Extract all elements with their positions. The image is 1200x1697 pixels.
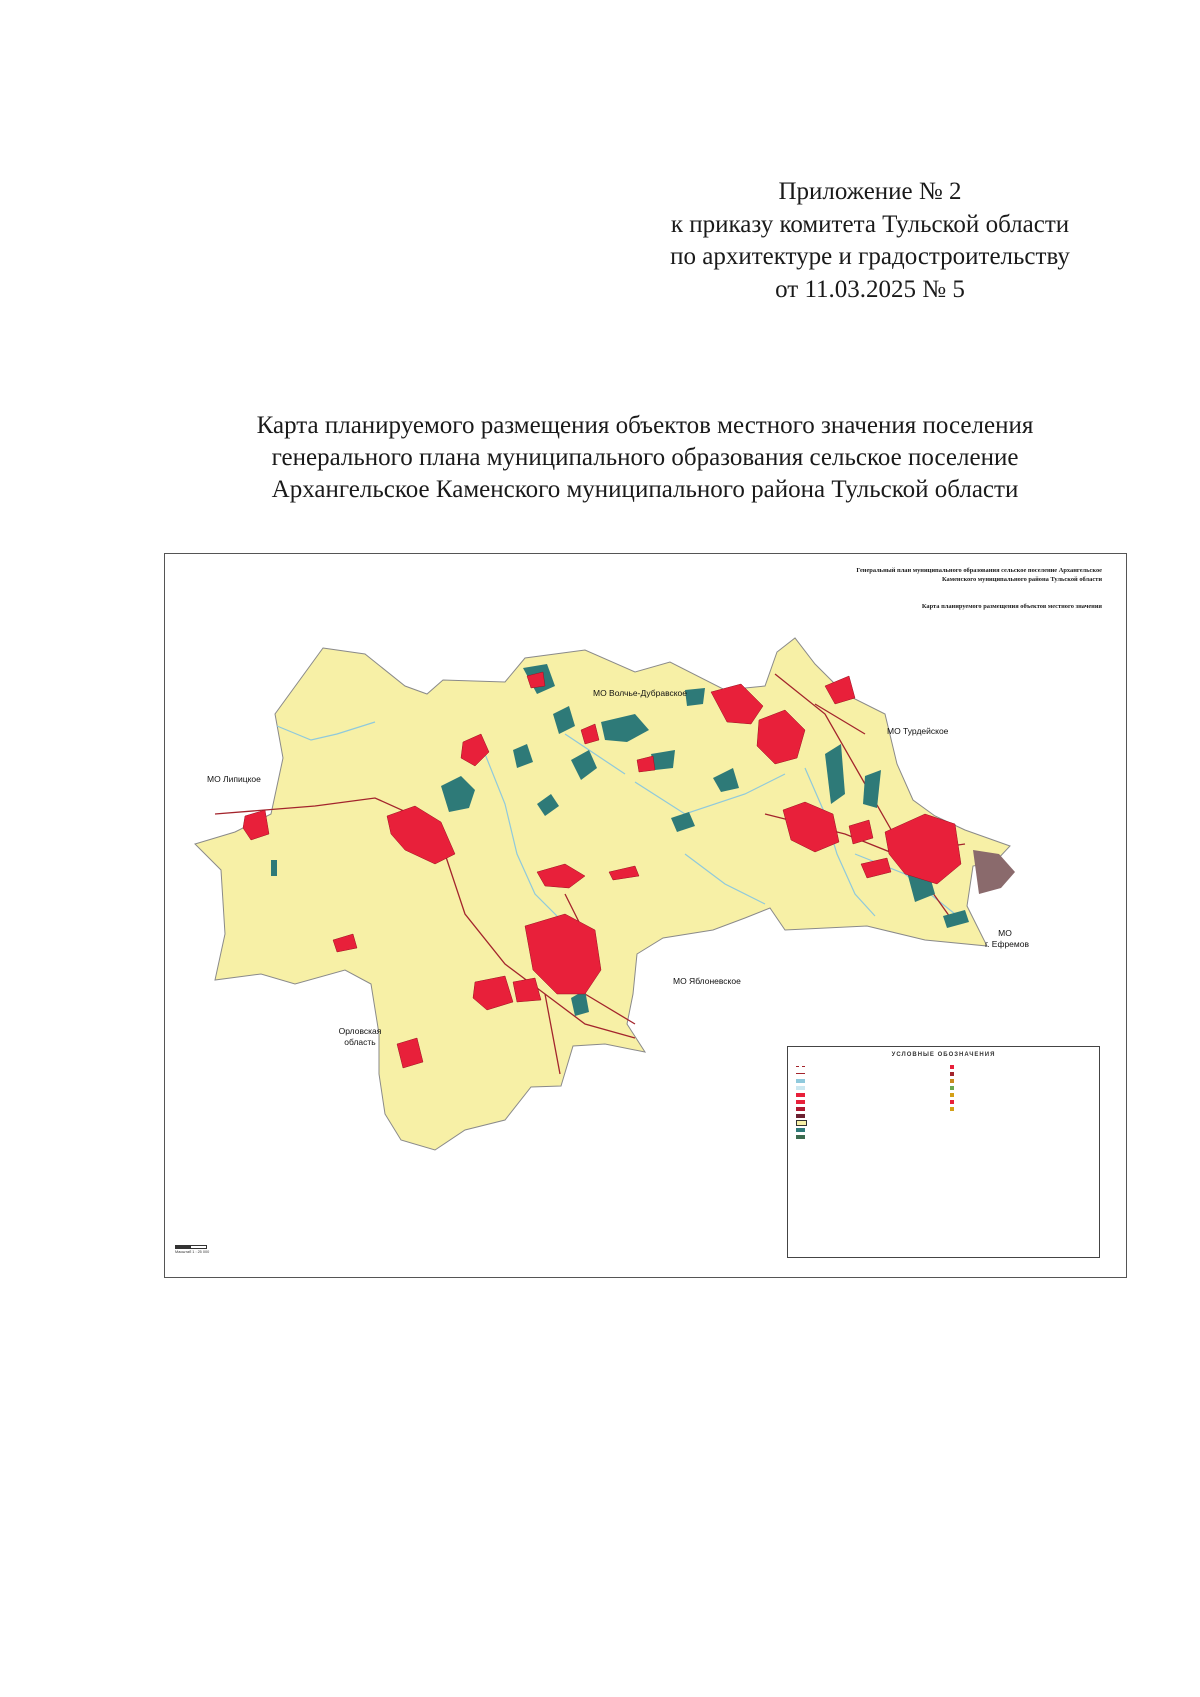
school-swatch — [950, 1072, 954, 1076]
agri-swatch — [796, 1120, 807, 1126]
title-line-3: Архангельское Каменского муниципального района Тульской области — [271, 476, 1019, 503]
legend-title: УСЛОВНЫЕ ОБОЗНАЧЕНИЯ — [891, 1052, 996, 1058]
legend-row — [796, 1084, 811, 1091]
map-figure — [164, 553, 1127, 1278]
legend-row — [950, 1091, 958, 1098]
title-line-1: Карта планируемого размещения объектов местного значения поселения — [256, 412, 1034, 439]
water-swatch — [796, 1079, 805, 1083]
scale-bar — [175, 1245, 207, 1249]
legend-row — [950, 1105, 958, 1112]
label-mo-yablonevskoe: МО Яблоневское — [673, 976, 741, 986]
appendix-number: Приложение № 2 — [778, 178, 962, 205]
label-mo-efremov — [985, 928, 1029, 950]
label-mo-lipitskoe: МО Липицкое — [207, 774, 261, 784]
forest-swatch — [796, 1128, 805, 1132]
water-light-swatch — [796, 1086, 805, 1090]
legend-row — [796, 1091, 811, 1098]
document-title — [160, 410, 1130, 506]
map-scale — [175, 1244, 209, 1254]
legend-row — [950, 1098, 958, 1105]
settlement-swatch — [796, 1093, 805, 1097]
title-line-2: генерального плана муниципального образования сельское поселение — [271, 444, 1019, 471]
legend-row — [796, 1112, 811, 1119]
legend-row — [796, 1077, 811, 1084]
legend-row — [950, 1063, 958, 1070]
legend-row — [796, 1063, 811, 1070]
residential-swatch — [796, 1100, 805, 1104]
appendix-block — [620, 176, 1120, 306]
map-header-line-1: Генеральный план муниципального образования сельское поселение Архангельское — [856, 567, 1102, 574]
legend-row — [796, 1098, 811, 1105]
map-header-line-2: Каменского муниципального района Тульской области — [942, 576, 1102, 583]
sport-swatch — [950, 1093, 954, 1097]
road-swatch — [796, 1073, 805, 1074]
legend-row — [950, 1077, 958, 1084]
gas-swatch — [950, 1079, 954, 1083]
map-subheader: Карта планируемого размещения объектов местного значения — [921, 603, 1102, 610]
label-orel-region-line-1: Орловская — [338, 1026, 382, 1036]
legend-row — [796, 1105, 811, 1112]
scale-label: Масштаб 1 : 25 000 — [175, 1250, 210, 1254]
label-mo-efremov-line-2: г. Ефремов — [985, 939, 1029, 949]
legend-column-left — [796, 1063, 811, 1140]
label-mo-volche-dubravskoe: МО Волчье-Дубравское — [593, 688, 688, 698]
water-supply-swatch — [950, 1086, 954, 1090]
label-orel-region-line-2: область — [344, 1037, 376, 1047]
special-swatch — [796, 1135, 805, 1139]
health-swatch — [950, 1100, 954, 1104]
label-mo-turdeyskoe: МО Турдейское — [887, 726, 949, 736]
appendix-order-ref: к приказу комитета Тульской области — [670, 210, 1070, 238]
legend-row — [796, 1126, 811, 1133]
map-header — [682, 566, 1102, 584]
legend-row — [796, 1133, 811, 1140]
label-orel-region — [335, 1026, 385, 1048]
culture-swatch — [950, 1107, 954, 1111]
appendix-committee: по архитектуре и градостроительству — [670, 243, 1070, 270]
industrial-swatch — [796, 1114, 805, 1118]
legend-row — [796, 1119, 811, 1126]
neighbor-area — [973, 850, 1015, 894]
legend-column-right — [950, 1063, 958, 1112]
legend-row — [796, 1070, 811, 1077]
legend-row — [950, 1070, 958, 1077]
planned-object-swatch — [950, 1065, 954, 1069]
public-swatch — [796, 1107, 805, 1111]
appendix-date: от 11.03.2025 № 5 — [775, 275, 965, 303]
boundary-swatch — [796, 1066, 805, 1067]
map-legend — [787, 1046, 1100, 1258]
label-mo-efremov-line-1: МО — [998, 928, 1012, 938]
legend-row — [950, 1084, 958, 1091]
